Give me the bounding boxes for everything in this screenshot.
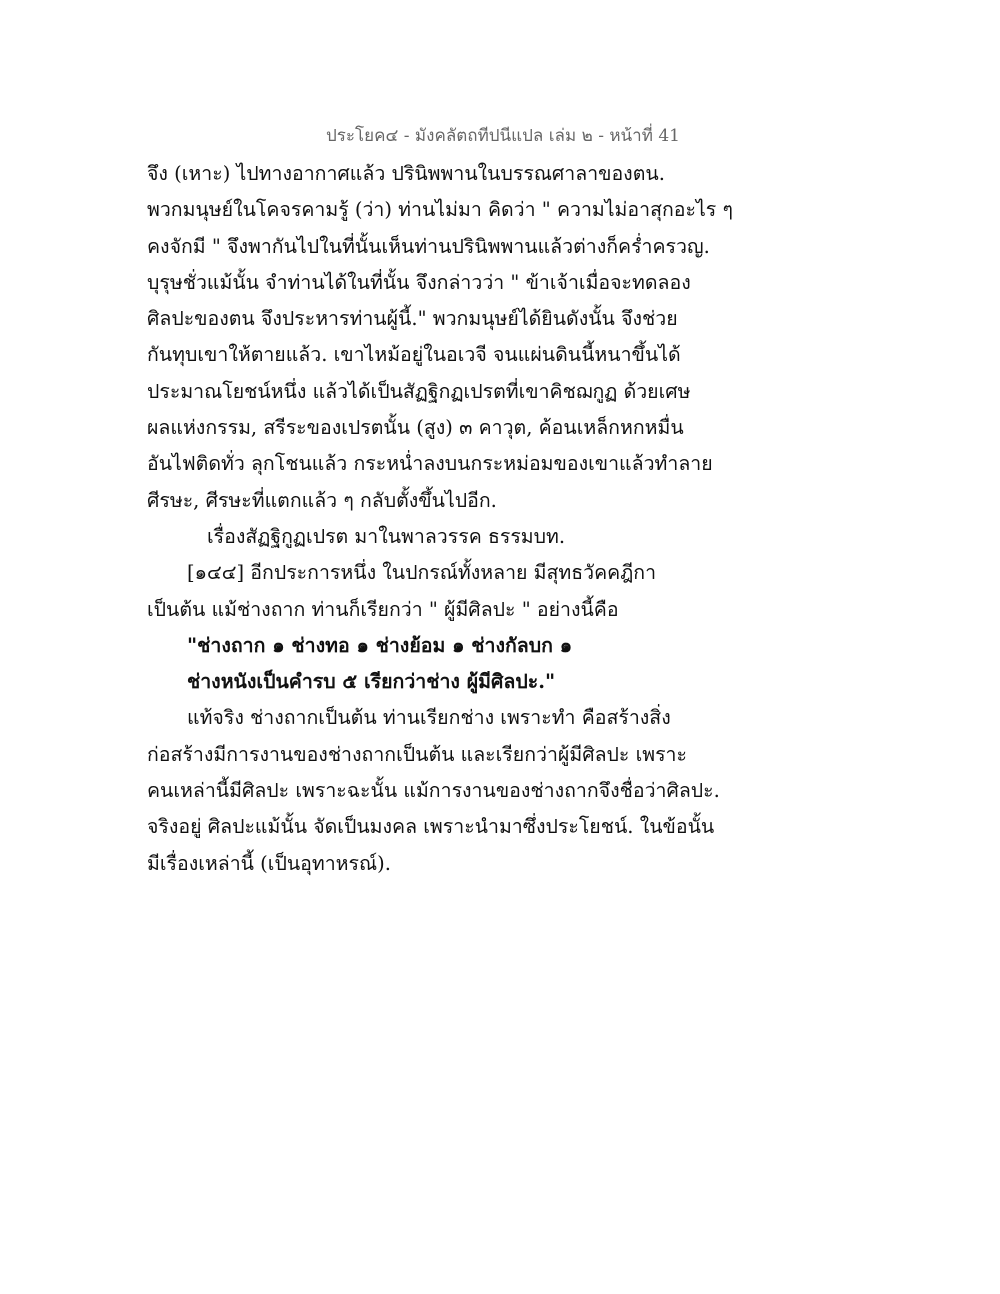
text-line: ก่อสร้างมีการงานของช่างถากเป็นต้น และเรียกว่าผู้มีศิลปะ เพราะ bbox=[147, 742, 687, 766]
text-line: มีเรื่องเหล่านี้ (เป็นอุทาหรณ์). bbox=[147, 851, 391, 875]
verse-line: ช่างหนังเป็นคำรบ ๕ เรียกว่าช่าง ผู้มีศิลปะ." bbox=[187, 670, 556, 694]
text-line: แท้จริง ช่างถากเป็นต้น ท่านเรียกช่าง เพราะทำ คือสร้างสิ่ง bbox=[187, 706, 671, 730]
body-text bbox=[147, 156, 747, 882]
section-start-line: [๑๔๔] อีกประการหนึ่ง ในปกรณ์ทั้งหลาย มีสุทธวัคคฎีกา bbox=[187, 561, 657, 585]
text-line: อันไฟติดทั่ว ลุกโชนแล้ว กระหน่ำลงบนกระหม่อมของเขาแล้วทำลาย bbox=[147, 452, 713, 476]
text-line: ประมาณโยชน์หนึ่ง แล้วได้เป็นสัฏฐิกฏเปรตที่เขาคิชฌกูฏ ด้วยเศษ bbox=[147, 379, 691, 403]
text-line: จึง (เหาะ) ไปทางอากาศแล้ว ปรินิพพานในบรรณศาลาของตน. bbox=[147, 162, 665, 185]
text-line: ผลแห่งกรรม, สรีระของเปรตนั้น (สูง) ๓ คาวุต, ค้อนเหล็กหกหมื่น bbox=[147, 416, 684, 440]
text-line: กันทุบเขาให้ตายแล้ว. เขาไหม้อยู่ในอเวจี จนแผ่นดินนี้หนาขึ้นได้ bbox=[147, 343, 681, 367]
story-source-line: เรื่องสัฏฐิกูฏเปรต มาในพาลวรรค ธรรมบท. bbox=[207, 524, 566, 548]
text-line: คงจักมี " จึงพากันไปในที่นั้นเห็นท่านปรินิพพานแล้วต่างก็คร่ำครวญ. bbox=[147, 234, 710, 258]
text-line: คนเหล่านี้มีศิลปะ เพราะฉะนั้น แม้การงานของช่างถากจึงชื่อว่าศิลปะ. bbox=[147, 779, 720, 803]
text-line: พวกมนุษย์ในโคจรคามรู้ (ว่า) ท่านไม่มา คิดว่า " ความไม่อาสุกอะไร ๆ bbox=[147, 198, 733, 222]
text-line: บุรุษชั่วแม้นั้น จำท่านได้ในที่นั้น จึงกล่าวว่า " ข้าเจ้าเมื่อจะทดลอง bbox=[147, 270, 691, 294]
text-line: เป็นต้น แม้ช่างถาก ท่านก็เรียกว่า " ผู้มีศิลปะ " อย่างนี้คือ bbox=[147, 597, 619, 621]
text-line: จริงอยู่ ศิลปะแม้นั้น จัดเป็นมงคล เพราะนำมาซึ่งประโยชน์. ในข้อนั้น bbox=[147, 815, 715, 839]
page-header: ประโยค๔ - มังคลัตถทีปนีแปล เล่ม ๒ - หน้าที่ 41 bbox=[326, 126, 680, 146]
verse-line: "ช่างถาก ๑ ช่างทอ ๑ ช่างย้อม ๑ ช่างกัลบก ๑ bbox=[187, 633, 573, 657]
text-line: ศิลปะของตน จึงประหารท่านผู้นี้." พวกมนุษย์ได้ยินดังนั้น จึงช่วย bbox=[147, 307, 678, 331]
text-line: ศีรษะ, ศีรษะที่แตกแล้ว ๆ กลับตั้งขึ้นไปอีก. bbox=[147, 488, 497, 512]
